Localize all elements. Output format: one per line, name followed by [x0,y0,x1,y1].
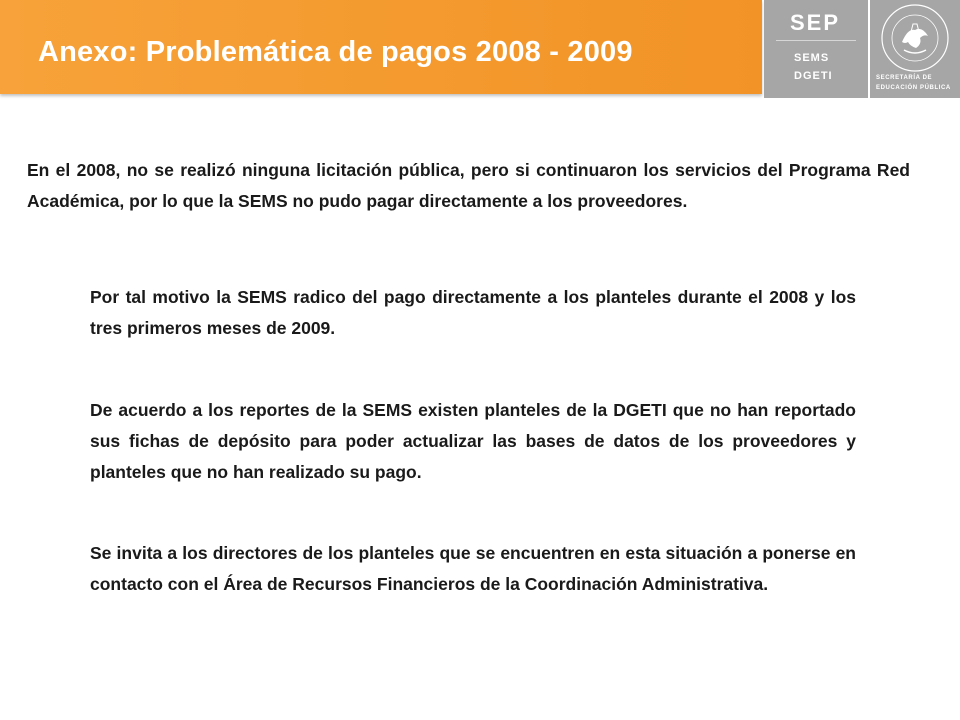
logo-divider [776,40,856,41]
sep-logo-text: SEP [790,10,841,35]
seal-caption-line1: SECRETARÍA DE [876,75,933,81]
sep-seal-logo [870,0,960,98]
seal-caption-line2: EDUCACIÓN PÚBLICA [876,85,951,91]
page-title: Anexo: Problemática de pagos 2008 - 2009 [38,36,633,68]
mexican-eagle-seal-icon [878,2,952,74]
paragraph-licitacion: En el 2008, no se realizó ninguna licitación pública, pero si continuaron los servicios del Programa Red Académica, por lo que la SEMS no pudo pagar directamente a los proveedores. [27,160,910,211]
sems-logo-text: SEMS [794,52,830,64]
paragraph-motivo: Por tal motivo la SEMS radico del pago directamente a los planteles durante el 2008 y los tres primeros meses de 2009. [90,287,856,338]
paragraph-reportes: De acuerdo a los reportes de la SEMS existen planteles de la DGETI que no han reportado sus fichas de depósito para poder actualizar las bases de datos de los proveedores y planteles que no han realizado su pago. [90,400,856,482]
paragraph-invitacion: Se invita a los directores de los planteles que se encuentren en esta situación a ponerse en contacto con el Área de Recursos Financieros de la Coordinación Administrativa. [90,543,856,594]
sep-sems-dgeti-logo [764,0,868,98]
dgeti-logo-text: DGETI [794,70,833,82]
title-banner [0,0,762,94]
